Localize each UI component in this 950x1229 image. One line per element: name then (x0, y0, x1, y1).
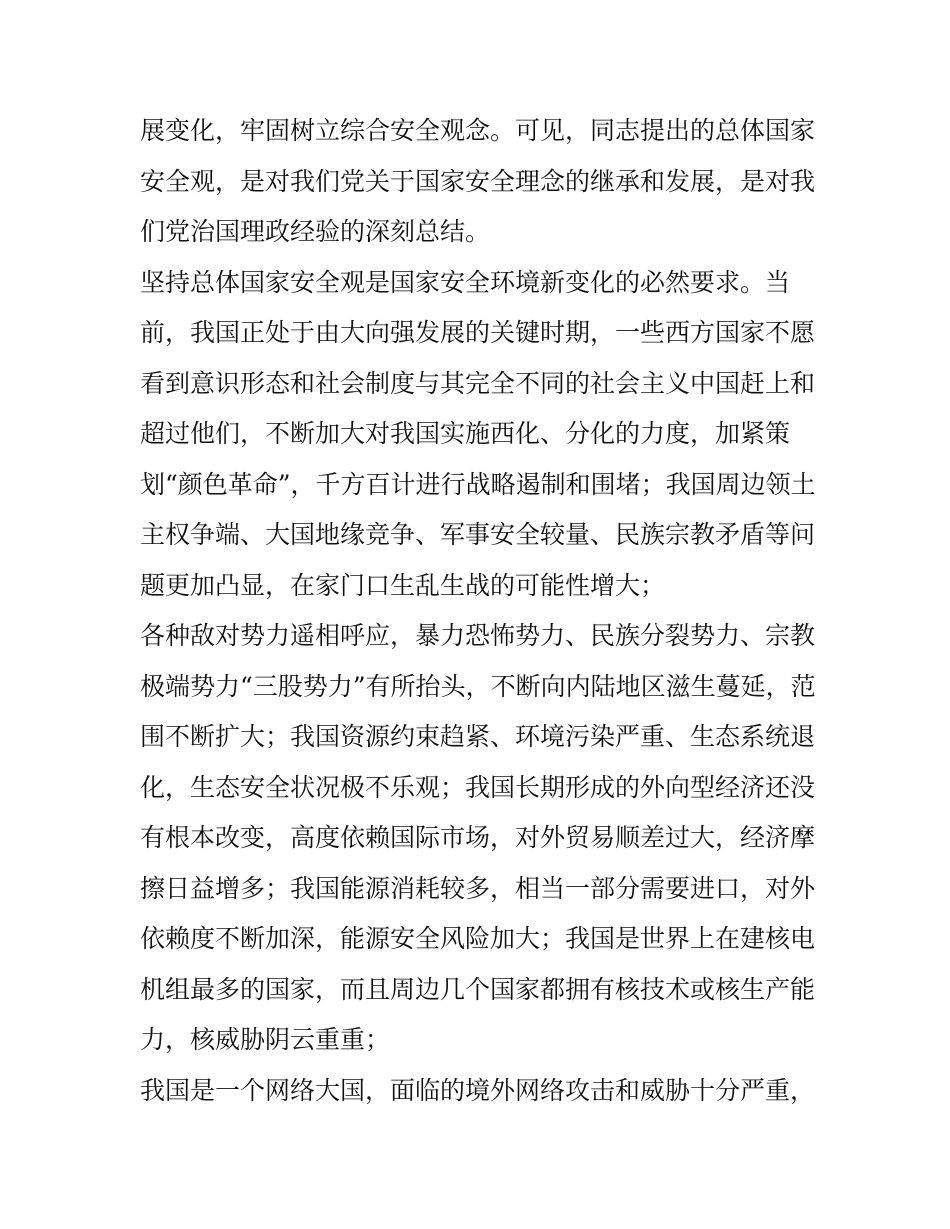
text-line: 机组最多的国家，而且周边几个国家都拥有核技术或核生产能 (140, 974, 816, 1004)
text-line: 依赖度不断加深，能源安全风险加大；我国是世界上在建核电 (140, 924, 816, 953)
body-text (140, 106, 820, 1116)
text-line: 擦日益增多；我国能源消耗较多，相当一部分需要进口，对外 (140, 873, 816, 903)
text-line: 主权争端、大国地缘竞争、军事安全较量、民族宗教矛盾等问 (140, 520, 816, 549)
text-line: 前，我国正处于由大向强发展的关键时期，一些西方国家不愿 (140, 318, 816, 347)
text-line: 超过他们，不断加大对我国实施西化、分化的力度，加紧策 (140, 419, 791, 448)
text-line: 各种敌对势力遥相呼应，暴力恐怖势力、民族分裂势力、宗教 (140, 621, 816, 650)
text-line: 坚持总体国家安全观是国家安全环境新变化的必然要求。当 (140, 267, 791, 297)
text-line: 划“颜色革命”，千方百计进行战略遏制和围堵；我国周边领土 (140, 469, 816, 499)
text-line: 们党治国理政经验的深刻总结。 (140, 217, 491, 246)
text-line: 化，生态安全状况极不乐观；我国长期形成的外向型经济还没 (140, 772, 816, 802)
text-line: 围不断扩大；我国资源约束趋紧、环境污染严重、生态系统退 (140, 722, 816, 751)
text-line: 极端势力“三股势力”有所抬头，不断向内陆地区滋生蔓延，范 (140, 671, 816, 701)
text-line: 力，核威胁阴云重重； (140, 1025, 391, 1054)
text-line: 有根本改变，高度依赖国际市场，对外贸易顺差过大，经济摩 (140, 823, 816, 852)
text-line: 看到意识形态和社会制度与其完全不同的社会主义中国赶上和 (140, 368, 816, 398)
text-line: 我国是一个网络大国，面临的境外网络攻击和威胁十分严重， (140, 1075, 816, 1105)
text-line: 安全观，是对我们党关于国家安全理念的继承和发展，是对我 (140, 166, 816, 196)
text-line: 题更加凸显，在家门口生乱生战的可能性增大； (140, 570, 666, 600)
text-line: 展变化，牢固树立综合安全观念。可见，同志提出的总体国家 (140, 116, 816, 145)
